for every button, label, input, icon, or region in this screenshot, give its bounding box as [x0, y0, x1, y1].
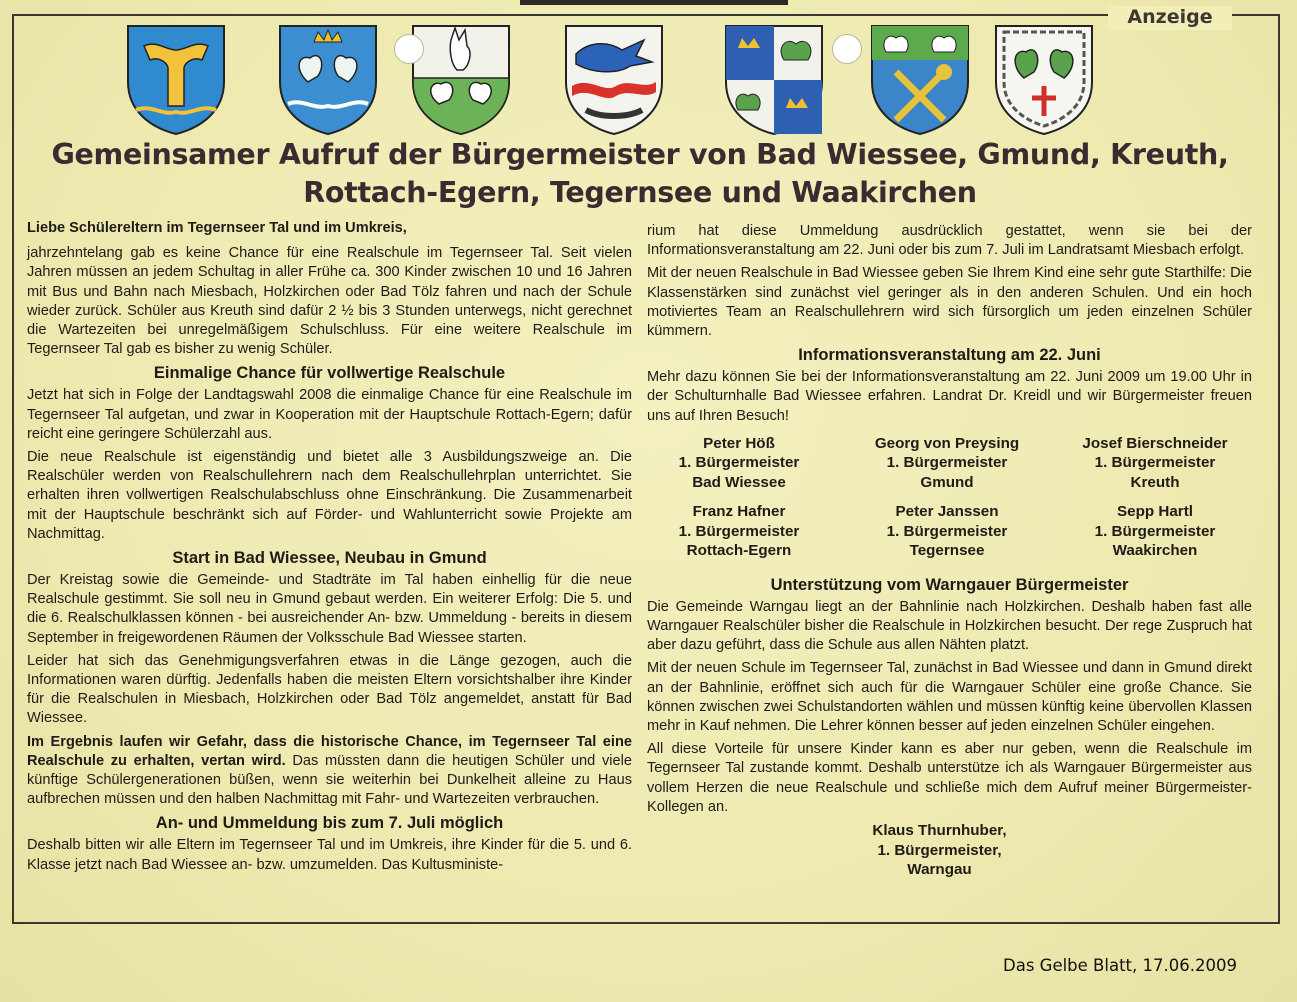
signature-grid	[635, 434, 1252, 571]
paragraph: Die Gemeinde Warngau liegt an der Bahnlinie nach Holzkirchen. Deshalb haben fast alle Warngauer Realschüler bisher die Realschule in Holzkirchen besucht. Der rege Zuspruch hat aber dazu geführt, dass die Schule aus allen Nähten platzt.	[647, 598, 1252, 654]
signer-place: Rottach-Egern	[686, 542, 792, 560]
paragraph: Jetzt hat sich in Folge der Landtagswahl 2008 die einmalige Chance für eine Realschule im Tegernseer Tal aufgetan, und zwar in Kooperation mit der Hauptschule Rottach-Egern; dafür reicht eine geringere Schülerzahl aus.	[27, 387, 632, 442]
paragraph: Mit der neuen Realschule in Bad Wiessee geben Sie Ihrem Kind eine sehr gute Starthilfe: Die Klassenstärken sind zunächst viel geringer als in den anderen Schulen. Und ein hoch motiviertes Team an Realschullehrern wird sich fürsorglich um jeden einzelnen Schüler kümmern.	[647, 265, 1252, 340]
source-caption: Das Gelbe Blatt, 17.06.2009	[1003, 956, 1237, 975]
signer-name: Franz Hafner	[692, 503, 786, 521]
signer-name: Georg von Preysing	[874, 434, 1020, 452]
signer-role: 1. Bürgermeister	[678, 522, 800, 540]
tegernsee-crest-icon	[720, 20, 828, 138]
paragraph: Mehr dazu können Sie bei der Informationsveranstaltung am 22. Juni 2009 um 19.00 Uhr in der Schulturnhalle Bad Wiessee erfahren. Landrat Dr. Kreidl und wir Bürgermeister freuen uns auf Ihren Besuch!	[647, 369, 1252, 424]
signer-role: 1. Bürgermeister	[886, 454, 1008, 472]
headline-line-1: Gemeinsamer Aufruf der Bürgermeister von Bad Wiessee, Gmund, Kreuth,	[51, 138, 1229, 171]
emphasis-text: Im Ergebnis laufen wir Gefahr, dass die historische Chance, im Tegernseer Tal eine Realschule zu erhalten, vertan wird.	[27, 733, 632, 769]
paragraph: Mit der neuen Schule im Tegernseer Tal, zunächst in Bad Wiessee und dann in Gmund direkt an der Bahnlinie, eröffnet sich auch für die Warngauer Schüler eine große Chance. Sie können zwischen zwei Schulstandorten wählen und müssen künftig keine übervollen Klassen mehr in Kauf nehmen. Die Lehrer können besser auf jeden einzelnen Schüler eingehen.	[647, 660, 1252, 735]
paragraph	[27, 733, 632, 810]
waakirchen-crest-icon	[866, 20, 974, 138]
signer-place: Bad Wiessee	[692, 473, 786, 491]
crest-row	[0, 20, 1297, 140]
paragraph: All diese Vorteile für unsere Kinder kann es aber nur geben, wenn die Realschule im Tegernseer Tal zustande kommt. Deshalb unterstütze ich als Warngauer Bürgermeister aus vollem Herzen die neue Realschule und schließe mich dem Aufruf meiner Bürgermeister-Kollegen an.	[647, 741, 1252, 815]
signature-block	[635, 434, 843, 493]
signer-name: Sepp Hartl	[1117, 503, 1193, 521]
paragraph: Die neue Realschule ist eigenständig und bietet alle 3 Ausbildungszweige an. Die Realschüler werden von Realschullehrern nach dem Realschullehrplan unterrichtet. Sie erhalten ihren vollwertigen Realschulabschluss ohne Einschränkung. Die Zusammenarbeit mit der Hauptschule beschränkt sich auf Förder- und Wahlunterricht sowie Projekte am Nachmittag.	[27, 449, 632, 542]
kreuth-crest-icon	[407, 20, 515, 138]
bad-wiessee-crest-icon	[122, 20, 230, 138]
signature-block	[1051, 434, 1259, 493]
signer-name: Peter Janssen	[895, 503, 999, 521]
signer-place: Waakirchen	[1112, 542, 1198, 560]
signature-block	[1051, 502, 1259, 561]
signer-role: 1. Bürgermeister	[1094, 522, 1216, 540]
signer-role: 1. Bürgermeister	[1094, 454, 1216, 472]
section-heading: Start in Bad Wiessee, Neubau in Gmund	[172, 549, 487, 568]
intro-paragraph: jahrzehntelang gab es keine Chance für eine Realschule im Tegernseer Tal. Seit vielen Jahren müssen an jedem Schultag in aller Frühe ca. 300 Kinder zwischen 10 und 16 Jahren mit Bus und Bahn nach Miesbach, Holzkirchen oder Bad Tölz fahren und nach der Schule wieder zurück. Schüler aus Kreuth sind dafür 2 ½ bis 3 Stunden unterwegs, nicht gerechnet die Wartezeiten bei unregelmäßigem Schulschluss. Für eine weitere Realschule im Tegernseer Tal gab es bisher zu wenig Schüler.	[27, 245, 632, 358]
signer-role: 1. Bürgermeister,	[877, 841, 1002, 859]
salutation: Liebe Schülereltern im Tegernseer Tal und im Umkreis,	[27, 220, 407, 236]
gmund-crest-icon	[274, 20, 382, 138]
section-heading: An- und Ummeldung bis zum 7. Juli möglich	[155, 814, 504, 833]
section-heading: Unterstützung vom Warngauer Bürgermeister	[770, 575, 1129, 594]
signer-place: Warngau	[907, 861, 972, 879]
left-column	[27, 219, 632, 879]
signer-name: Klaus Thurnhuber,	[872, 822, 1007, 840]
signer-place: Tegernsee	[909, 542, 985, 560]
signer-name: Peter Höß	[703, 434, 775, 452]
paragraph-text: Das müssten dann die heutigen Schüler und viele künftige Schülergenerationen büßen, wenn sie weiterhin bei Dunkelheit alleine zu Haus aufbrechen müssen und den halben Nachmittag mit Fahr- und Wartezeiten verbrauchen.	[27, 752, 632, 808]
signature-block	[635, 502, 843, 561]
paragraph: Leider hat sich das Genehmigungsverfahren etwas in die Länge gezogen, auch die Informationen waren dürftig. Jedenfalls haben die meisten Eltern vorsichtshalber ihre Kinder für die Realschulen in Miesbach, Holzkirchen oder Bad Tölz angemeldet, anstatt für Bad Wiessee.	[27, 652, 632, 727]
paragraph: Der Kreistag sowie die Gemeinde- und Stadträte im Tal haben einhellig für die neue Realschule gestimmt. Sie soll neu in Gmund gebaut werden. Ein weiterer Erfolg: Die 5. und die 6. Realschulklassen können - bei ausreichender An- bzw. Ummeldung - bereits in diesem September in freigewordenen Räumen der Volksschule Bad Wiessee starten.	[27, 572, 632, 646]
signer-place: Kreuth	[1130, 473, 1180, 491]
top-edge-strip	[520, 0, 788, 5]
ad-label: Anzeige	[1108, 6, 1232, 30]
signer-role: 1. Bürgermeister	[678, 454, 800, 472]
signer-role: 1. Bürgermeister	[886, 522, 1008, 540]
rottach-egern-crest-icon	[560, 20, 668, 138]
headline	[30, 136, 1250, 212]
signer-name: Josef Bierschneider	[1082, 434, 1228, 452]
section-heading: Einmalige Chance für vollwertige Realschule	[153, 364, 506, 383]
right-column	[647, 222, 1252, 880]
signature-block	[843, 434, 1051, 493]
punch-hole	[832, 34, 862, 64]
warngau-signature	[627, 821, 1252, 880]
paragraph: Deshalb bitten wir alle Eltern im Tegernseer Tal und im Umkreis, ihre Kinder für die 5. und 6. Klasse jetzt nach Bad Wiessee an- bzw. umzumelden. Das Kultusministe-	[27, 837, 632, 873]
section-heading: Informationsveranstaltung am 22. Juni	[798, 346, 1101, 365]
signature-block	[843, 502, 1051, 561]
signer-place: Gmund	[920, 473, 974, 491]
punch-hole	[394, 34, 424, 64]
paragraph: rium hat diese Ummeldung ausdrücklich gestattet, wenn sie bei der Informationsveranstaltung am 22. Juni oder bis zum 7. Juli im Landratsamt Miesbach erfolgt.	[647, 223, 1252, 259]
headline-line-2: Rottach-Egern, Tegernsee und Waakirchen	[303, 176, 977, 209]
warngau-crest-icon	[990, 20, 1098, 138]
